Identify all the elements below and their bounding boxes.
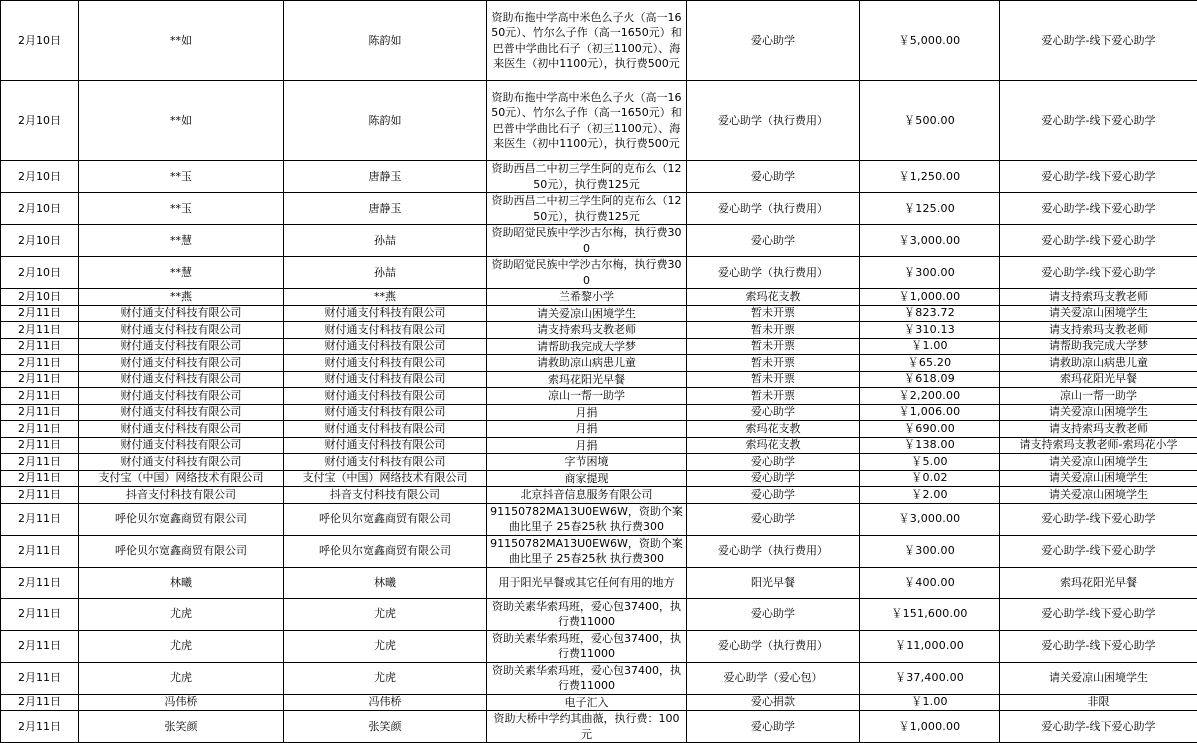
name-cell: 冯伟桥 [284, 694, 487, 711]
type-cell: 暂未开票 [687, 338, 860, 355]
date-cell: 2月10日 [1, 81, 79, 161]
date-cell: 2月10日 [1, 1, 79, 81]
name-cell: 支付宝（中国）网络技术有限公司 [284, 470, 487, 487]
amount-cell: ￥151,600.00 [860, 598, 1000, 630]
date-cell: 2月11日 [1, 503, 79, 535]
name-cell: 财付通支付科技有限公司 [284, 371, 487, 388]
name-cell: 陈韵如 [284, 81, 487, 161]
table-row [1, 630, 1197, 662]
project-cell: 请救助凉山病患儿童 [1000, 355, 1197, 372]
name-cell: 尤虎 [284, 598, 487, 630]
date-cell: 2月11日 [1, 630, 79, 662]
project-cell: 请支持索玛支教老师 [1000, 322, 1197, 339]
project-cell: 请关爱凉山困境学生 [1000, 470, 1197, 487]
type-cell: 索玛花支教 [687, 437, 860, 454]
donor-cell: 张笑颜 [79, 711, 284, 743]
type-cell: 爱心助学 [687, 503, 860, 535]
project-cell: 爱心助学-线下爱心助学 [1000, 257, 1197, 289]
type-cell: 暂未开票 [687, 371, 860, 388]
amount-cell: ￥2.00 [860, 487, 1000, 504]
date-cell: 2月11日 [1, 338, 79, 355]
amount-cell: ￥3,000.00 [860, 503, 1000, 535]
table-row [1, 257, 1197, 289]
table-row [1, 225, 1197, 257]
name-cell: 财付通支付科技有限公司 [284, 404, 487, 421]
donor-cell: 财付通支付科技有限公司 [79, 355, 284, 372]
amount-cell: ￥0.02 [860, 470, 1000, 487]
name-cell: 呼伦贝尔宽鑫商贸有限公司 [284, 503, 487, 535]
description-cell: 凉山一帮一助学 [487, 388, 687, 405]
table-row [1, 371, 1197, 388]
description-cell: 请帮助我完成大学梦 [487, 338, 687, 355]
type-cell: 暂未开票 [687, 322, 860, 339]
table-row [1, 404, 1197, 421]
description-cell: 91150782MA13U0EW6W，资助个案曲比里子 25春25秋 执行费300 [487, 535, 687, 567]
table-row [1, 355, 1197, 372]
donor-cell: 冯伟桥 [79, 694, 284, 711]
name-cell: 财付通支付科技有限公司 [284, 454, 487, 471]
date-cell: 2月11日 [1, 371, 79, 388]
type-cell: 暂未开票 [687, 355, 860, 372]
table-row [1, 567, 1197, 598]
table-row [1, 503, 1197, 535]
description-cell: 月捐 [487, 437, 687, 454]
name-cell: 财付通支付科技有限公司 [284, 421, 487, 438]
type-cell: 爱心助学（爱心包） [687, 662, 860, 694]
name-cell: 唐静玉 [284, 161, 487, 193]
name-cell: 尤虎 [284, 630, 487, 662]
date-cell: 2月11日 [1, 598, 79, 630]
type-cell: 爱心助学 [687, 225, 860, 257]
date-cell: 2月11日 [1, 567, 79, 598]
table-row [1, 470, 1197, 487]
amount-cell: ￥400.00 [860, 567, 1000, 598]
date-cell: 2月11日 [1, 437, 79, 454]
donor-cell: **玉 [79, 161, 284, 193]
date-cell: 2月10日 [1, 257, 79, 289]
donor-cell: 财付通支付科技有限公司 [79, 421, 284, 438]
amount-cell: ￥1,000.00 [860, 711, 1000, 743]
amount-cell: ￥2,200.00 [860, 388, 1000, 405]
donor-cell: 财付通支付科技有限公司 [79, 388, 284, 405]
donor-cell: 财付通支付科技有限公司 [79, 454, 284, 471]
amount-cell: ￥300.00 [860, 257, 1000, 289]
donor-cell: **燕 [79, 289, 284, 306]
donor-cell: 财付通支付科技有限公司 [79, 404, 284, 421]
date-cell: 2月11日 [1, 404, 79, 421]
date-cell: 2月10日 [1, 225, 79, 257]
table-row [1, 662, 1197, 694]
description-cell: 资助昭觉民族中学沙古尔梅，执行费300 [487, 257, 687, 289]
type-cell: 爱心助学 [687, 487, 860, 504]
description-cell: 月捐 [487, 421, 687, 438]
table-row [1, 322, 1197, 339]
project-cell: 爱心助学-线下爱心助学 [1000, 598, 1197, 630]
project-cell: 请关爱凉山困境学生 [1000, 404, 1197, 421]
project-cell: 凉山一帮一助学 [1000, 388, 1197, 405]
amount-cell: ￥5.00 [860, 454, 1000, 471]
type-cell: 爱心助学 [687, 598, 860, 630]
date-cell: 2月11日 [1, 711, 79, 743]
amount-cell: ￥823.72 [860, 305, 1000, 322]
amount-cell: ￥690.00 [860, 421, 1000, 438]
name-cell: 唐静玉 [284, 193, 487, 225]
name-cell: 财付通支付科技有限公司 [284, 338, 487, 355]
table-row [1, 161, 1197, 193]
name-cell: 财付通支付科技有限公司 [284, 355, 487, 372]
date-cell: 2月11日 [1, 322, 79, 339]
type-cell: 爱心助学（执行费用） [687, 535, 860, 567]
amount-cell: ￥618.09 [860, 371, 1000, 388]
date-cell: 2月11日 [1, 487, 79, 504]
donor-cell: **慧 [79, 225, 284, 257]
amount-cell: ￥1,250.00 [860, 161, 1000, 193]
type-cell: 爱心助学（执行费用） [687, 630, 860, 662]
name-cell: 呼伦贝尔宽鑫商贸有限公司 [284, 535, 487, 567]
amount-cell: ￥5,000.00 [860, 1, 1000, 81]
name-cell: 孙喆 [284, 257, 487, 289]
table-row [1, 454, 1197, 471]
description-cell: 资助布拖中学高中米色么子火（高一1650元）、竹尔么子作（高一1650元）和巴普中学曲比石子（初三1100元）、海来医生（初中1100元），执行费500元 [487, 81, 687, 161]
table-row [1, 437, 1197, 454]
type-cell: 爱心助学 [687, 454, 860, 471]
project-cell: 请关爱凉山困境学生 [1000, 454, 1197, 471]
description-cell: 用于阳光早餐或其它任何有用的地方 [487, 567, 687, 598]
table-row [1, 598, 1197, 630]
donor-cell: 呼伦贝尔宽鑫商贸有限公司 [79, 503, 284, 535]
type-cell: 爱心助学（执行费用） [687, 81, 860, 161]
amount-cell: ￥3,000.00 [860, 225, 1000, 257]
description-cell: 资助关素华索玛班，爱心包37400，执行费11000 [487, 630, 687, 662]
table-row [1, 1, 1197, 81]
project-cell: 非限 [1000, 694, 1197, 711]
project-cell: 请关爱凉山困境学生 [1000, 662, 1197, 694]
name-cell: 抖音支付科技有限公司 [284, 487, 487, 504]
type-cell: 索玛花支教 [687, 289, 860, 306]
type-cell: 爱心助学 [687, 161, 860, 193]
description-cell: 91150782MA13U0EW6W，资助个案曲比里子 25春25秋 执行费300 [487, 503, 687, 535]
description-cell: 资助关素华索玛班，爱心包37400，执行费11000 [487, 662, 687, 694]
donor-cell: 财付通支付科技有限公司 [79, 371, 284, 388]
amount-cell: ￥125.00 [860, 193, 1000, 225]
donor-cell: 尤虎 [79, 630, 284, 662]
donor-cell: **如 [79, 81, 284, 161]
project-cell: 爱心助学-线下爱心助学 [1000, 535, 1197, 567]
name-cell: 陈韵如 [284, 1, 487, 81]
amount-cell: ￥1.00 [860, 694, 1000, 711]
type-cell: 暂未开票 [687, 305, 860, 322]
donor-cell: 尤虎 [79, 598, 284, 630]
date-cell: 2月10日 [1, 161, 79, 193]
donor-cell: 财付通支付科技有限公司 [79, 322, 284, 339]
donor-cell: **慧 [79, 257, 284, 289]
description-cell: 资助布拖中学高中米色么子火（高一1650元）、竹尔么子作（高一1650元）和巴普中学曲比石子（初三1100元）、海来医生（初中1100元），执行费500元 [487, 1, 687, 81]
project-cell: 爱心助学-线下爱心助学 [1000, 711, 1197, 743]
project-cell: 爱心助学-线下爱心助学 [1000, 161, 1197, 193]
date-cell: 2月11日 [1, 662, 79, 694]
project-cell: 请支持索玛支教老师-索玛花小学 [1000, 437, 1197, 454]
table-row [1, 421, 1197, 438]
table-row [1, 694, 1197, 711]
table-row [1, 388, 1197, 405]
project-cell: 请关爱凉山困境学生 [1000, 305, 1197, 322]
description-cell: 资助昭觉民族中学沙古尔梅，执行费300 [487, 225, 687, 257]
donor-cell: 财付通支付科技有限公司 [79, 437, 284, 454]
project-cell: 请支持索玛支教老师 [1000, 421, 1197, 438]
description-cell: 索玛花阳光早餐 [487, 371, 687, 388]
type-cell: 爱心助学 [687, 404, 860, 421]
date-cell: 2月11日 [1, 454, 79, 471]
amount-cell: ￥65.20 [860, 355, 1000, 372]
table-row [1, 487, 1197, 504]
project-cell: 请帮助我完成大学梦 [1000, 338, 1197, 355]
project-cell: 索玛花阳光早餐 [1000, 567, 1197, 598]
donor-cell: 财付通支付科技有限公司 [79, 305, 284, 322]
date-cell: 2月11日 [1, 355, 79, 372]
name-cell: 财付通支付科技有限公司 [284, 388, 487, 405]
project-cell: 索玛花阳光早餐 [1000, 371, 1197, 388]
description-cell: 北京抖音信息服务有限公司 [487, 487, 687, 504]
description-cell: 字节困境 [487, 454, 687, 471]
type-cell: 爱心助学 [687, 711, 860, 743]
description-cell: 资助关素华索玛班，爱心包37400，执行费11000 [487, 598, 687, 630]
type-cell: 索玛花支教 [687, 421, 860, 438]
project-cell: 爱心助学-线下爱心助学 [1000, 193, 1197, 225]
project-cell: 爱心助学-线下爱心助学 [1000, 503, 1197, 535]
donor-cell: 财付通支付科技有限公司 [79, 338, 284, 355]
description-cell: 资助大桥中学约其曲薇，执行费：100元 [487, 711, 687, 743]
description-cell: 资助西昌二中初三学生阿的克布么（1250元），执行费125元 [487, 193, 687, 225]
description-cell: 月捐 [487, 404, 687, 421]
type-cell: 爱心助学（执行费用） [687, 193, 860, 225]
date-cell: 2月11日 [1, 388, 79, 405]
date-cell: 2月11日 [1, 305, 79, 322]
type-cell: 爱心捐款 [687, 694, 860, 711]
donor-cell: 尤虎 [79, 662, 284, 694]
donor-cell: 呼伦贝尔宽鑫商贸有限公司 [79, 535, 284, 567]
project-cell: 爱心助学-线下爱心助学 [1000, 225, 1197, 257]
project-cell: 爱心助学-线下爱心助学 [1000, 81, 1197, 161]
date-cell: 2月11日 [1, 421, 79, 438]
table-row [1, 81, 1197, 161]
amount-cell: ￥1.00 [860, 338, 1000, 355]
amount-cell: ￥37,400.00 [860, 662, 1000, 694]
type-cell: 爱心助学 [687, 470, 860, 487]
amount-cell: ￥300.00 [860, 535, 1000, 567]
donor-cell: **玉 [79, 193, 284, 225]
table-row [1, 193, 1197, 225]
name-cell: 张笑颜 [284, 711, 487, 743]
date-cell: 2月10日 [1, 193, 79, 225]
name-cell: **燕 [284, 289, 487, 306]
amount-cell: ￥1,000.00 [860, 289, 1000, 306]
donor-cell: 林曦 [79, 567, 284, 598]
date-cell: 2月11日 [1, 470, 79, 487]
amount-cell: ￥310.13 [860, 322, 1000, 339]
description-cell: 请支持索玛支教老师 [487, 322, 687, 339]
description-cell: 资助西昌二中初三学生阿的克布么（1250元），执行费125元 [487, 161, 687, 193]
date-cell: 2月11日 [1, 535, 79, 567]
name-cell: 财付通支付科技有限公司 [284, 305, 487, 322]
project-cell: 请支持索玛支教老师 [1000, 289, 1197, 306]
table-row [1, 535, 1197, 567]
donor-cell: 支付宝（中国）网络技术有限公司 [79, 470, 284, 487]
amount-cell: ￥11,000.00 [860, 630, 1000, 662]
amount-cell: ￥1,006.00 [860, 404, 1000, 421]
table-row [1, 338, 1197, 355]
type-cell: 暂未开票 [687, 388, 860, 405]
description-cell: 兰希黎小学 [487, 289, 687, 306]
table-row [1, 289, 1197, 306]
table-row [1, 305, 1197, 322]
name-cell: 尤虎 [284, 662, 487, 694]
project-cell: 爱心助学-线下爱心助学 [1000, 1, 1197, 81]
name-cell: 孙喆 [284, 225, 487, 257]
project-cell: 请关爱凉山困境学生 [1000, 487, 1197, 504]
donor-cell: 抖音支付科技有限公司 [79, 487, 284, 504]
name-cell: 林曦 [284, 567, 487, 598]
donor-cell: **如 [79, 1, 284, 81]
type-cell: 阳光早餐 [687, 567, 860, 598]
description-cell: 请关爱凉山困境学生 [487, 305, 687, 322]
amount-cell: ￥500.00 [860, 81, 1000, 161]
type-cell: 爱心助学（执行费用） [687, 257, 860, 289]
name-cell: 财付通支付科技有限公司 [284, 322, 487, 339]
amount-cell: ￥138.00 [860, 437, 1000, 454]
description-cell: 商家提现 [487, 470, 687, 487]
name-cell: 财付通支付科技有限公司 [284, 437, 487, 454]
project-cell: 爱心助学-线下爱心助学 [1000, 630, 1197, 662]
date-cell: 2月11日 [1, 694, 79, 711]
description-cell: 请救助凉山病患儿童 [487, 355, 687, 372]
type-cell: 爱心助学 [687, 1, 860, 81]
date-cell: 2月10日 [1, 289, 79, 306]
description-cell: 电子汇入 [487, 694, 687, 711]
